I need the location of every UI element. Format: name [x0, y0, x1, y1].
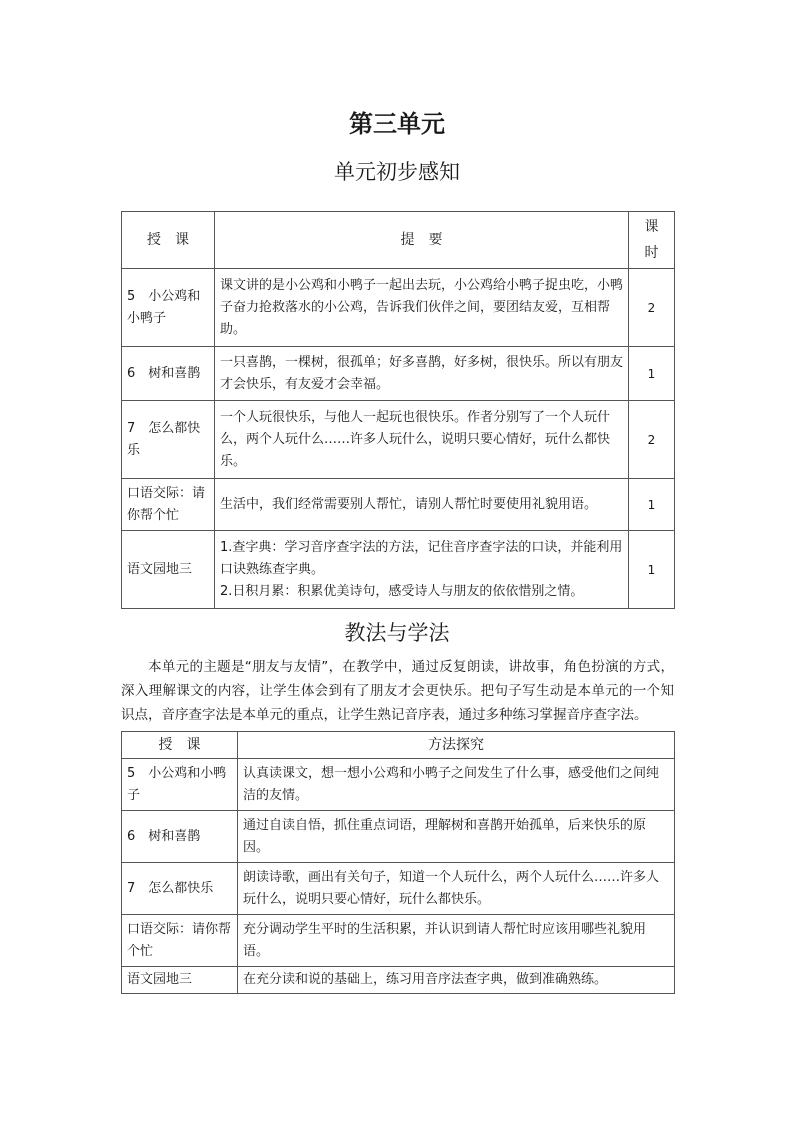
table-row	[122, 347, 675, 401]
lesson-cell: 口语交际：请你帮个忙	[122, 479, 215, 531]
lesson-cell: 7 怎么都快乐	[122, 401, 215, 479]
lesson-cell: 6 树和喜鹊	[122, 347, 215, 401]
hours-cell: 2	[629, 401, 675, 479]
method-cell: 在充分读和说的基础上，练习用音序法查字典，做到准确熟练。	[238, 967, 675, 994]
method-cell: 充分调动学生平时的生活积累，并认识到请人帮忙时应该用哪些礼貌用语。	[238, 915, 675, 967]
lesson-cell: 6 树和喜鹊	[122, 811, 238, 863]
table-row	[122, 915, 675, 967]
table-row	[122, 811, 675, 863]
methods-table	[121, 731, 675, 994]
summary-cell: 生活中，我们经常需要别人帮忙，请别人帮忙时要使用礼貌用语。	[215, 479, 629, 531]
header-hours: 课 时	[629, 212, 675, 269]
summary-cell: 课文讲的是小公鸡和小鸭子一起出去玩，小公鸡给小鸭子捉虫吃，小鸭子奋力抢救落水的小公鸡，告诉我们伙伴之间，要团结友爱，互相帮助。	[215, 269, 629, 347]
header-method: 方法探究	[238, 732, 675, 759]
method-cell: 朗读诗歌，画出有关句子，知道一个人玩什么，两个人玩什么……许多人玩什么，说明只要心情好，玩什么都快乐。	[238, 863, 675, 915]
hours-cell: 1	[629, 479, 675, 531]
lesson-cell: 5 小公鸡和小鸭子	[122, 269, 215, 347]
header-lesson: 授 课	[122, 212, 215, 269]
table-header-row	[122, 732, 675, 759]
header-lesson: 授 课	[122, 732, 238, 759]
section-title-unit-overview: 单元初步感知	[334, 160, 460, 184]
lesson-cell: 语文园地三	[122, 967, 238, 994]
table-row	[122, 863, 675, 915]
table-row	[122, 269, 675, 347]
table-header-row	[122, 212, 675, 269]
hours-cell: 1	[629, 347, 675, 401]
summary-line-2: 2.日积月累：积累优美诗句，感受诗人与朋友的依依惜别之情。	[220, 583, 584, 599]
table-row	[122, 759, 675, 811]
summary-cell	[215, 531, 629, 609]
summary-cell: 一只喜鹊，一棵树，很孤单；好多喜鹊，好多树，很快乐。所以有朋友才会快乐，有友爱才会幸福。	[215, 347, 629, 401]
lesson-cell: 语文园地三	[122, 531, 215, 609]
table-row	[122, 531, 675, 609]
method-cell: 通过自读自悟，抓住重点词语，理解树和喜鹊开始孤单，后来快乐的原因。	[238, 811, 675, 863]
table-row	[122, 479, 675, 531]
unit-overview-table	[121, 211, 675, 609]
lesson-cell: 5 小公鸡和小鸭子	[122, 759, 238, 811]
intro-paragraph: 本单元的主题是“朋友与友情”，在教学中，通过反复朗读，讲故事，角色扮演的方式，深入理解课文的内容，让学生体会到有了朋友才会更快乐。把句子写生动是本单元的一个知识点，音序查字法是本单元的重点，让学生熟记音序表，通过多种练习掌握音序查字法。	[121, 659, 674, 723]
hours-cell: 2	[629, 269, 675, 347]
summary-line-1: 1.查字典：学习音序查字法的方法，记住音序查字法的口诀，并能利用口诀熟练查字典。	[220, 539, 623, 577]
lesson-cell: 口语交际：请你帮个忙	[122, 915, 238, 967]
header-summary: 提 要	[215, 212, 629, 269]
page-title: 第三单元	[349, 109, 445, 138]
summary-cell: 一个人玩很快乐，与他人一起玩也很快乐。作者分别写了一个人玩什么，两个人玩什么……许多人玩什么，说明只要心情好，玩什么都快乐。	[215, 401, 629, 479]
hours-cell: 1	[629, 531, 675, 609]
method-cell: 认真读课文，想一想小公鸡和小鸭子之间发生了什么事，感受他们之间纯洁的友情。	[238, 759, 675, 811]
section-title-methods: 教法与学法	[344, 621, 450, 645]
table-row	[122, 401, 675, 479]
table-row	[122, 967, 675, 994]
lesson-cell: 7 怎么都快乐	[122, 863, 238, 915]
